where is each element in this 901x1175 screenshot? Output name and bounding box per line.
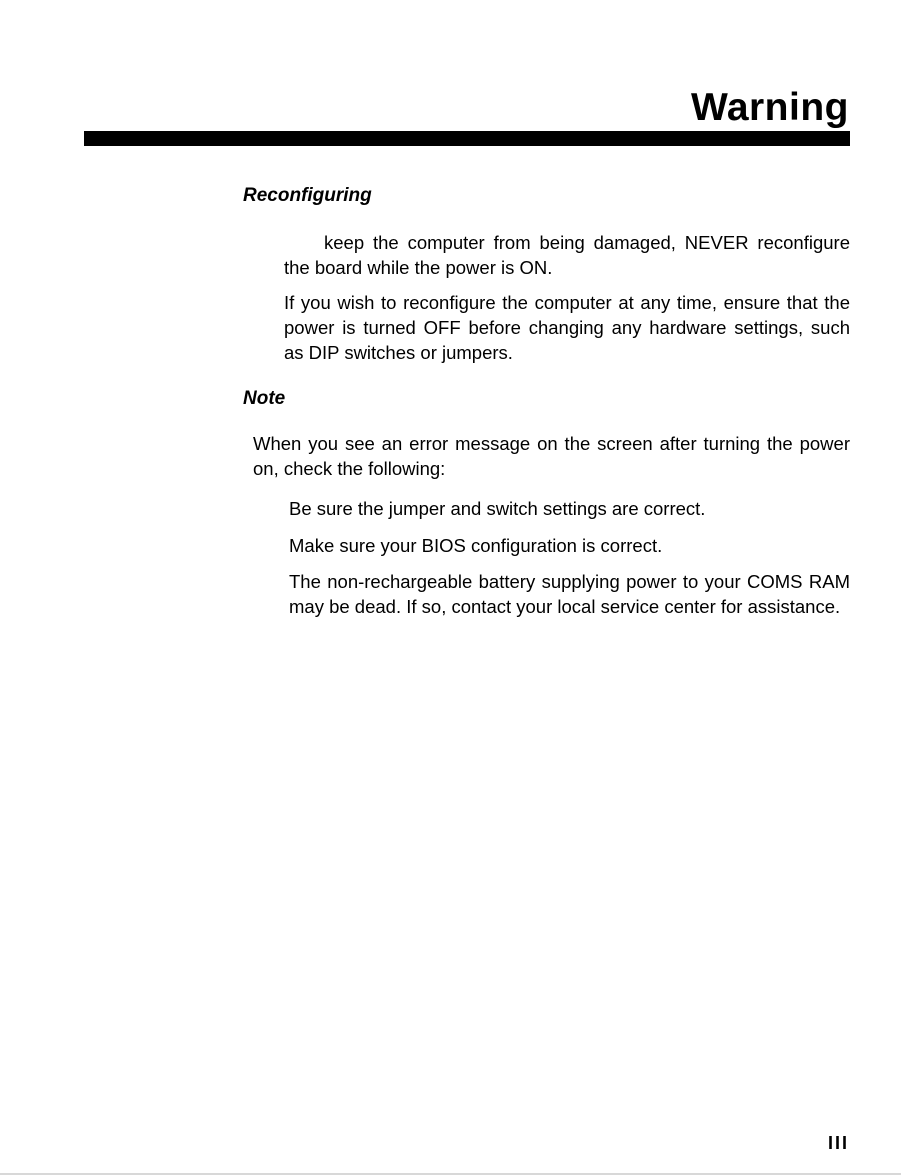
note-heading: Note <box>243 388 286 409</box>
note-list-item-1: Be sure the jumper and switch settings are correct. <box>289 498 706 519</box>
title-rule <box>84 131 850 146</box>
reconfiguring-paragraph-2: If you wish to reconfigure the computer at any time, ensure that the power is turned OFF before changing any hardware settings, such as DIP switches or jumpers. <box>284 292 850 363</box>
note-intro-paragraph: When you see an error message on the screen after turning the power on, check the following: <box>253 433 850 479</box>
reconfiguring-heading: Reconfiguring <box>243 185 372 206</box>
note-list-item-2: Make sure your BIOS configuration is correct. <box>289 535 663 556</box>
page-title: Warning <box>690 86 849 129</box>
note-list-item-3: The non-rechargeable battery supplying power to your COMS RAM may be dead. If so, contact your local service center for assistance. <box>289 571 850 617</box>
page-number: III <box>827 1133 849 1153</box>
reconfiguring-paragraph-1: keep the computer from being damaged, NEVER reconfigure the board while the power is ON. <box>284 232 850 278</box>
